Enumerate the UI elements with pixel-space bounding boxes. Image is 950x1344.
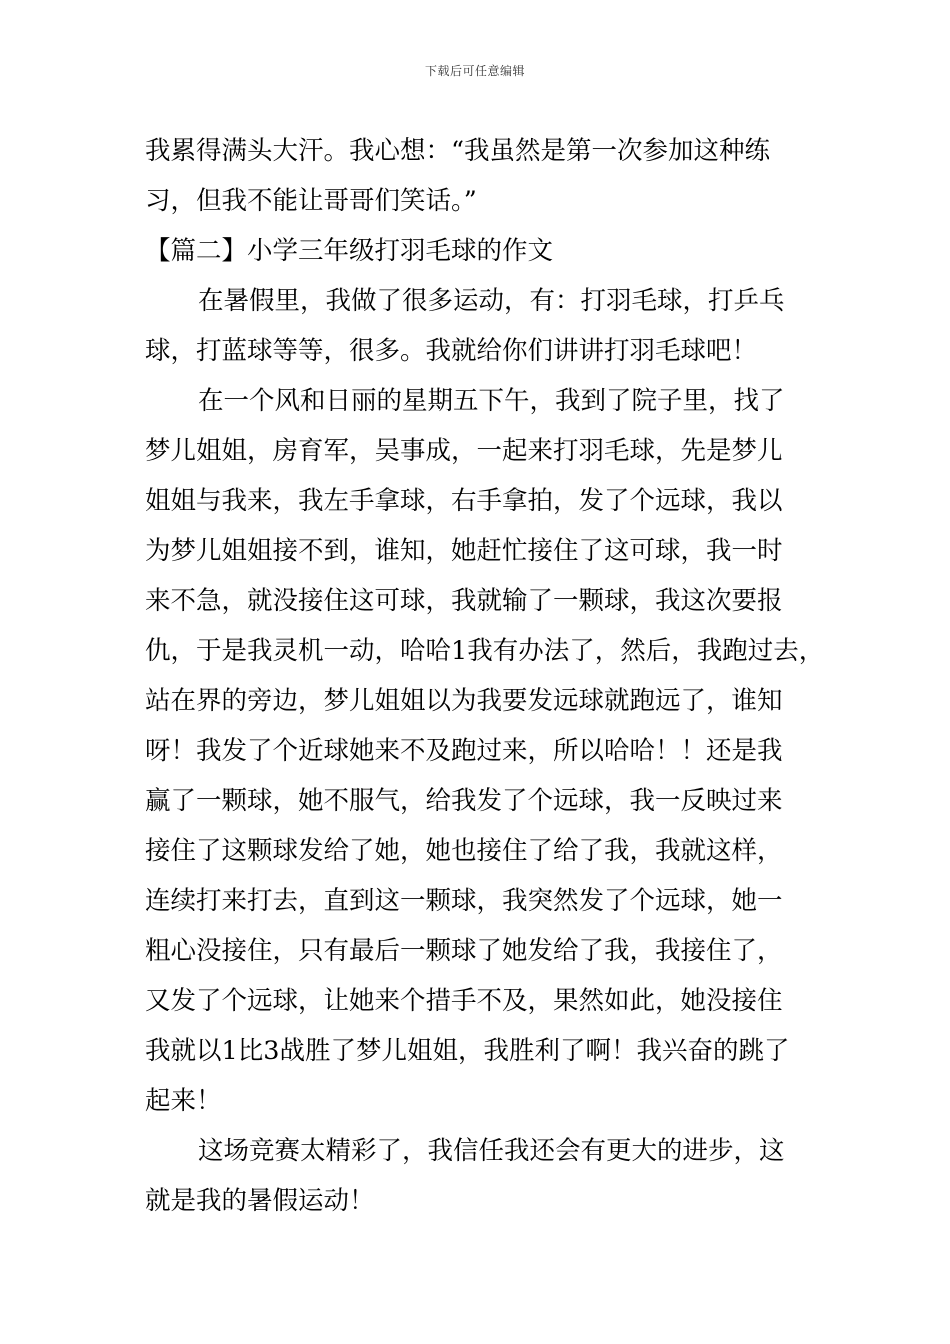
text-line: 习，但我不能让哥哥们笑话。” <box>145 186 477 216</box>
text-line: 又发了个远球，让她来个措手不及，果然如此，她没接住 <box>145 986 783 1016</box>
text-line: 呀！我发了个近球她来不及跑过来，所以哈哈！！还是我 <box>145 736 783 766</box>
text-line: 我就以1比3战胜了梦儿姐姐，我胜利了啊！我兴奋的跳了 <box>145 1036 790 1066</box>
text-line: 为梦儿姐姐接不到，谁知，她赶忙接住了这可球，我一时 <box>145 536 783 566</box>
text-line: 就是我的暑假运动！ <box>145 1186 375 1216</box>
text-line: 连续打来打去，直到这一颗球，我突然发了个远球，她一 <box>145 886 783 916</box>
text-line: 来不急，就没接住这可球，我就输了一颗球，我这次要报 <box>145 586 783 616</box>
text-line: 姐姐与我来，我左手拿球，右手拿拍，发了个远球，我以 <box>145 486 783 516</box>
text-line: 梦儿姐姐，房育军，吴事成，一起来打羽毛球，先是梦儿 <box>145 436 783 466</box>
text-line: 起来！ <box>145 1086 222 1116</box>
text-line: 这场竞赛太精彩了，我信任我还会有更大的进步，这 <box>198 1136 785 1166</box>
page-header: 下载后可任意编辑 <box>424 64 525 78</box>
document-body <box>145 126 825 1226</box>
text-line: 仇，于是我灵机一动，哈哈1我有办法了，然后，我跑过去， <box>145 636 825 666</box>
text-line: 接住了这颗球发给了她，她也接住了给了我，我就这样， <box>145 836 783 866</box>
section-heading: 【篇二】小学三年级打羽毛球的作文 <box>145 236 554 266</box>
text-line: 站在界的旁边，梦儿姐姐以为我要发远球就跑远了，谁知 <box>145 686 783 716</box>
text-line: 在一个风和日丽的星期五下午，我到了院子里，找了 <box>198 386 785 416</box>
text-line: 球，打蓝球等等，很多。我就给你们讲讲打羽毛球吧！ <box>145 336 758 366</box>
text-line: 赢了一颗球，她不服气，给我发了个远球，我一反映过来 <box>145 786 783 816</box>
text-line: 粗心没接住，只有最后一颗球了她发给了我，我接住了， <box>145 936 783 966</box>
text-line: 在暑假里，我做了很多运动，有：打羽毛球，打乒乓 <box>198 286 785 316</box>
text-line: 我累得满头大汗。我心想：“我虽然是第一次参加这种练 <box>145 136 771 166</box>
